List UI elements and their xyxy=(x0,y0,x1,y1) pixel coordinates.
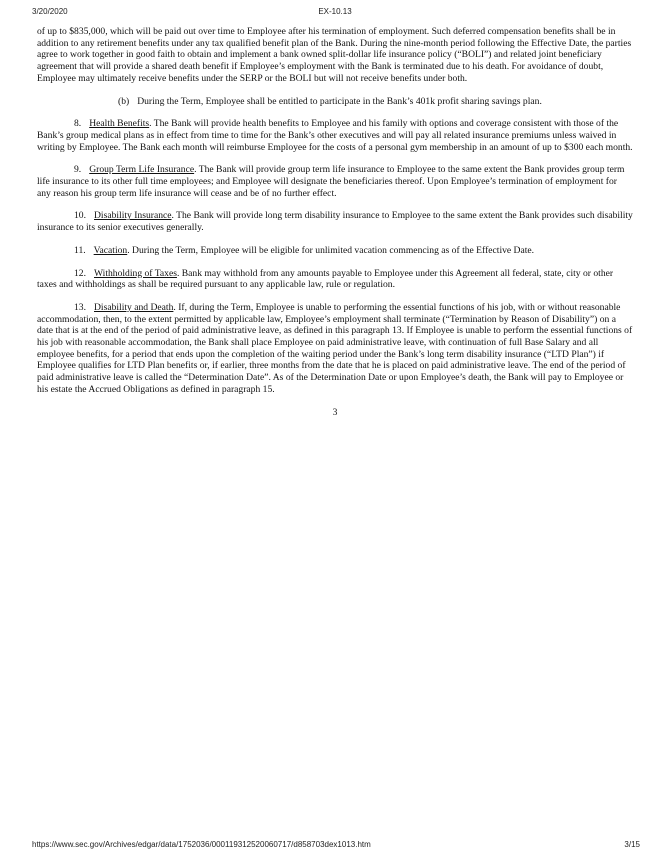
subsection-b xyxy=(37,96,633,108)
section-number: 13. xyxy=(74,301,86,313)
section-heading: Disability and Death xyxy=(94,301,174,313)
print-date: 3/20/2020 xyxy=(32,7,68,16)
section-heading: Withholding of Taxes xyxy=(94,267,177,279)
section-number: 9. xyxy=(74,164,82,176)
section-text: . Bank may withhold from any amounts payable to Employee under this Agreement all federal, state, city or other taxes and withholdings as shall be required pursuant to any applicable law, rule or regulation. xyxy=(37,267,614,291)
section-text: . During the Term, Employee will be eligible for unlimited vacation commencing as of the Effective Date. xyxy=(127,244,535,256)
section-12 xyxy=(37,268,633,291)
print-page-count: 3/15 xyxy=(624,840,640,849)
intro-paragraph: of up to $835,000, which will be paid out over time to Employee after his termination of employment. Such deferred compensation benefits shall be in addition to any retirement benefits under any tax qualified benefit plan of the Bank. During the nine-month period following the Effective Date, the parties agree to work together in good faith to obtain and implement a bank owned split-dollar life insurance policy (“BOLI”) and related joint beneficiary agreement that will provide a shared death benefit if Employee’s employment with the Bank is terminated due to his death. For avoidance of doubt, Employee may ultimately receive benefits under the SERP or the BOLI but will not receive benefits under both. xyxy=(37,26,632,84)
section-8 xyxy=(37,118,633,153)
section-heading: Group Term Life Insurance xyxy=(89,164,195,176)
section-heading: Vacation xyxy=(93,244,128,256)
section-9 xyxy=(37,164,633,199)
section-number: 8. xyxy=(74,118,82,130)
subsection-b-label: (b) xyxy=(118,95,130,107)
section-number: 10. xyxy=(74,210,86,222)
document-body xyxy=(37,26,633,418)
section-heading: Health Benefits xyxy=(89,118,150,130)
subsection-b-text: During the Term, Employee shall be entitled to participate in the Bank’s 401k profit sharing savings plan. xyxy=(137,95,542,107)
section-text: . The Bank will provide long term disability insurance to Employee to the same extent the Bank provides such disability insurance to its senior executives generally. xyxy=(37,210,633,234)
section-text: . The Bank will provide health benefits to Employee and his family with options and coverage consistent with those of the Bank’s group medical plans as in effect from time to time for the Bank’s other executives and will pay all related insurance premiums unless waived in writing by Employee. The Bank each month will reimburse Employee for the costs of a personal gym membership in an amount of up to $300 each month. xyxy=(37,118,633,153)
page-number: 3 xyxy=(332,406,338,418)
section-number: 12. xyxy=(74,267,86,279)
browser-print-footer xyxy=(0,840,670,854)
section-11 xyxy=(37,245,633,257)
section-number: 11. xyxy=(74,244,86,256)
section-13 xyxy=(37,302,633,396)
section-text: . If, during the Term, Employee is unable to performing the essential functions of his job, with or without reasonable accommodation, then, to the extent permitted by applicable law, Employee’s employment shall terminate (“Termination by Reason of Disability”) on a date that is at the end of the period of paid administrative leave, as defined in this paragraph 13. If Employee is unable to perform the essential functions of his job with reasonable accommodation, the Bank shall place Employee on paid administrative leave, with continuation of full Base Salary and all employee benefits, for a period that ends upon the completion of the waiting period under the Bank’s long term disability insurance (“LTD Plan”) if Employee qualifies for LTD Plan benefits or, if earlier, three months from the date that he is placed on paid administrative leave. The end of the period of paid administrative leave is called the “Determination Date”. As of the Determination Date or upon Employee’s death, the Bank will pay to Employee or his estate the Accrued Obligations as defined in paragraph 15. xyxy=(37,301,633,395)
section-heading: Disability Insurance xyxy=(94,210,172,222)
print-url: https://www.sec.gov/Archives/edgar/data/1752036/000119312520060717/d858703dex1013.htm xyxy=(32,840,371,849)
browser-print-header xyxy=(0,7,670,21)
print-title: EX-10.13 xyxy=(318,7,352,16)
section-text: . The Bank will provide group term life insurance to Employee to the same extent the Bank provides group term life insurance to its other full time employees; and Employee will designate the beneficiaries thereof. Upon Employee’s termination of employment for any reason his group term life insurance will cease and be of no further effect. xyxy=(37,164,625,199)
section-10 xyxy=(37,210,633,233)
